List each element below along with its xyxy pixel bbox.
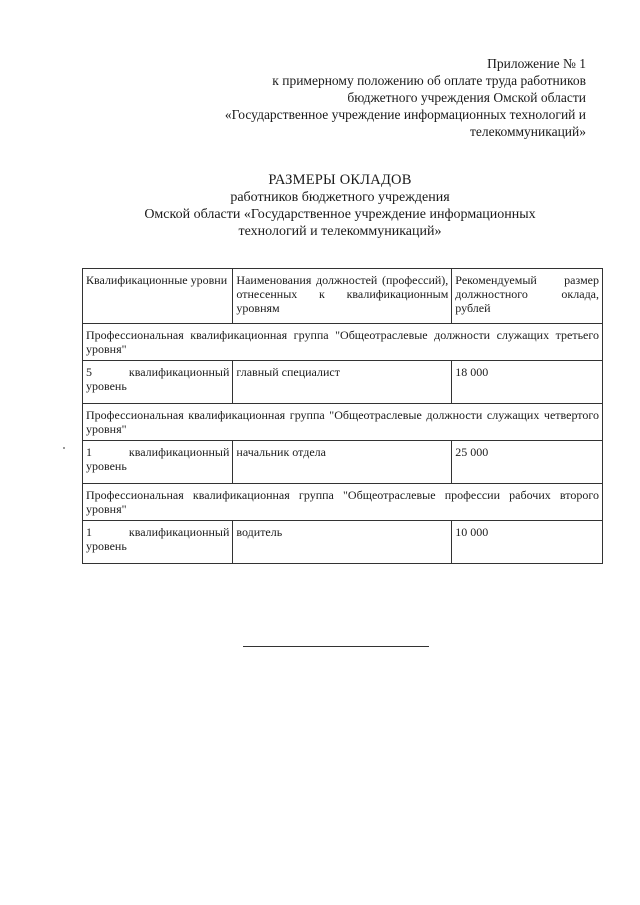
header-positions: Наименования должностей (профессий), отнесенных к квалификационным уровням xyxy=(233,269,452,324)
appendix-line: к примерному положению об оплате труда работников xyxy=(272,73,586,88)
salary-value: 25 000 xyxy=(452,441,603,484)
closing-line xyxy=(243,646,429,647)
title-line: работников бюджетного учреждения xyxy=(230,190,450,205)
appendix-line: телекоммуникаций» xyxy=(469,124,586,139)
appendix-line: бюджетного учреждения Омской области xyxy=(347,90,586,105)
salary-value: 18 000 xyxy=(452,361,603,404)
group-name: Профессиональная квалификационная группа "Общеотраслевые должности служащих третьего уровня" xyxy=(83,324,603,361)
header-salary: Рекомендуемый размер должностного оклада, рублей xyxy=(452,269,603,324)
qualification-level: 5 квалификационный уровень xyxy=(83,361,233,404)
table-row xyxy=(83,441,603,484)
title-line: Омской области «Государственное учреждение информационных xyxy=(144,207,536,222)
qualification-level: 1 квалификационный уровень xyxy=(83,441,233,484)
position-name: главный специалист xyxy=(233,361,452,404)
table-row xyxy=(83,361,603,404)
qualification-level: 1 квалификационный уровень xyxy=(83,521,233,564)
title-line: технологий и телекоммуникаций» xyxy=(238,224,442,239)
salary-table xyxy=(82,268,603,564)
appendix-line: Приложение № 1 xyxy=(487,56,586,71)
scan-dot xyxy=(63,447,65,449)
group-row xyxy=(83,404,603,441)
document-title xyxy=(80,172,600,240)
position-name: начальник отдела xyxy=(233,441,452,484)
header-levels: Квалификационные уровни xyxy=(83,269,233,324)
position-name: водитель xyxy=(233,521,452,564)
group-name: Профессиональная квалификационная группа "Общеотраслевые должности служащих четвертого уровня" xyxy=(83,404,603,441)
group-row xyxy=(83,484,603,521)
appendix-line: «Государственное учреждение информационных технологий и xyxy=(224,107,586,122)
appendix-header xyxy=(126,55,586,140)
group-row xyxy=(83,324,603,361)
table-header-row xyxy=(83,269,603,324)
table-row xyxy=(83,521,603,564)
group-name: Профессиональная квалификационная группа "Общеотраслевые профессии рабочих второго уровня" xyxy=(83,484,603,521)
title-main: РАЗМЕРЫ ОКЛАДОВ xyxy=(268,172,412,188)
salary-value: 10 000 xyxy=(452,521,603,564)
